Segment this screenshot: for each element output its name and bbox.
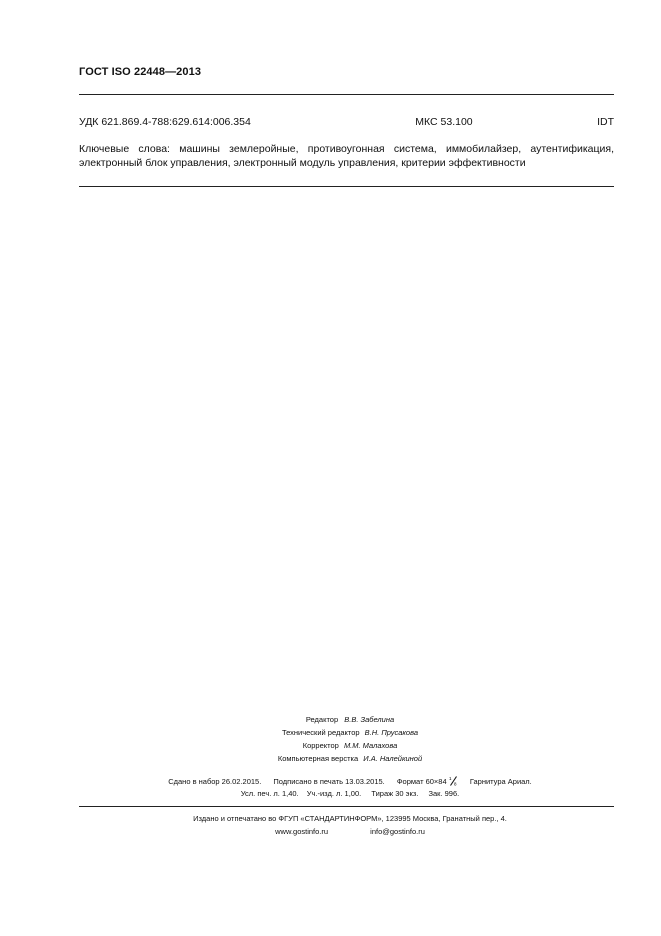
circulation: Тираж 30 экз. — [371, 789, 419, 798]
top-divider — [79, 94, 614, 95]
classification-row — [79, 116, 614, 128]
typeface: Гарнитура Ариал. — [469, 777, 532, 786]
layout-row — [200, 752, 500, 765]
editor-label: Редактор — [305, 715, 339, 724]
imprint-line-2 — [100, 788, 600, 800]
svg-text:8: 8 — [453, 781, 457, 786]
imprint-divider — [79, 806, 614, 807]
print-sign-date: Подписано в печать 13.03.2015. — [273, 777, 385, 786]
editor-row — [200, 713, 500, 726]
tech-editor-row — [200, 726, 500, 739]
publisher-contacts — [100, 825, 600, 838]
print-sheets: Усл. печ. л. 1,40. — [240, 789, 299, 798]
mks-code: МКС 53.100 — [415, 116, 473, 128]
imprint-block — [100, 776, 600, 800]
layout-name: И.А. Налейкиной — [363, 754, 423, 763]
order-number: Зак. 996. — [428, 789, 460, 798]
tech-editor-name: В.Н. Прусакова — [364, 728, 419, 737]
corrector-row — [200, 739, 500, 752]
keywords-divider — [79, 186, 614, 187]
credits-block — [200, 713, 500, 765]
publisher-sheets: Уч.-изд. л. 1,00. — [306, 789, 362, 798]
keywords-line-2: электронный блок управления, электронный модуль управления, критерии эффективности — [79, 157, 526, 169]
editor-name: В.В. Забелина — [344, 715, 395, 724]
udk-code: УДК 621.869.4-788:629.614:006.354 — [79, 116, 251, 128]
corrector-label: Корректор — [302, 741, 339, 750]
typeset-date: Сдано в набор 26.02.2015. — [168, 777, 262, 786]
publisher-block — [100, 812, 600, 838]
document-code: ГОСТ ISO 22448—2013 — [79, 66, 202, 78]
email-link[interactable]: info@gostinfo.ru — [370, 827, 425, 836]
tech-editor-label: Технический редактор — [281, 728, 360, 737]
publisher-line: Издано и отпечатано во ФГУП «СТАНДАРТИНФОРМ», 123995 Москва, Гранатный пер., 4. — [193, 814, 507, 823]
keywords-block — [79, 142, 614, 170]
layout-label: Компьютерная верстка — [277, 754, 359, 763]
svg-text:1: 1 — [448, 776, 452, 781]
keywords-line-1: Ключевые слова: машины землеройные, противоугонная система, иммобилайзер, аутентификация, — [79, 143, 614, 155]
idt-marker: IDT — [597, 116, 614, 128]
website-link[interactable]: www.gostinfo.ru — [275, 827, 329, 836]
one-eighth-fraction-icon — [449, 776, 458, 785]
corrector-name: М.М. Малахова — [343, 741, 398, 750]
paper-format: Формат 60×84 — [396, 777, 447, 786]
imprint-line-1 — [100, 776, 600, 788]
